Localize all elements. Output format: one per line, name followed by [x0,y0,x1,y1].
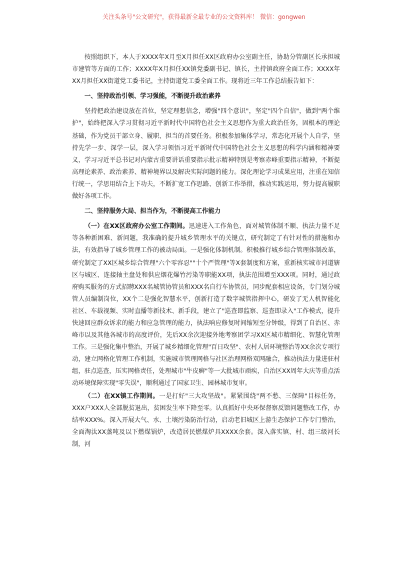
body-paragraph [72,106,340,203]
header-banner: 关注头条号"公文研究"，获得最新全最专业的公文资料库！ 微信：gongwen [102,14,306,21]
section-heading: 二、坚持服务大局、担当作为，不断提高工作能力 [84,208,221,216]
body-paragraph [72,52,340,88]
paragraph-text: 迅速进入工作角色，面对城管体制不顺、执法力量不足等各种新困难、新问题，我准确的提升城乡管理水平的关键点，研究制定了有针对性的措施和办法，有效指导了城乡管理工作的被动局面。一是强化体制机制。积极推行城乡综合管理体制改革，研究制定了XX区城乡综合管理"六个零容忍""十个严管理"等X套制度和方案，重新核实城市河道辖区与城区、连接轴主盘处和供应烟花爆竹污染等职能XX项，执法范围增至XXX项。同时，通过政府购买服务的方式招聘XXX名城管协管员和XXX名自行车协管员，同步配套相应设备，专门划分城管人员编制岗位，XX个二是强化智慧水平，创新打造了数字城管指挥中心，研发了无人机智能化社区、车载视频、实时直播等新技术、新手段，建立了"巡查即监察、巡查即录入"工作模式，提升快速回应群众诉求的能力和应急管理的能力，执法响应修复时间缩短至分钟级，得到了自治区、赤峰市以及其他各城市的高度评价，先后XX余次迎接外地考察团学习XX区城市精细化、智慧化管理工作。三是强化集中整治，开展了城乡精细化管理"百日攻坚"、农村人居环境整治等XX余次专项行动，建立网格化管理工作机制，实施城市管理网格与社区治理网格双网融合，推动执法力量进驻村组，驻点巡查，压实网格责任，处理城市"牛皮癣"等一大批城市顽疾，自治区XX周年大庆等重点活动环境保障实现"零失误"，顺利通过了国家卫生、园林城市复审。 [72,223,341,388]
subsection-heading: （二）在XX镇工作期间。 [84,392,160,400]
subsection-heading: （一）在XX区政府办公室工作期间。 [84,223,189,231]
section-heading: 一、坚持政治引领、学习强能，不断提升政治素养 [84,93,221,101]
paragraph-text: 坚持把政治建设放在首位，坚定理想信念，增强"四个意识"，坚定"四个自信"，做到"两个维护"，始终把深入学习贯彻习近平新时代中国特色社会主义思想作为重大政治任务，固根本的理论基础，作为党员干部立身、履职、担当的首要任务。积极参加集体学习，常态化开展个人自学，坚持先学一步、深学一层，深入学习领悟习近平新时代中国特色社会主义思想的科学内涵和精神要义，学习习近平总书记对内蒙古重要讲话重要指示批示精神特别是考察赤峰重要指示精神，不断提高理论素养、政治素养、精神境界以及解决实际问题的能力。深化理论学习成果应用，注重在知信行统一，学思用结合上下功夫，不断扩宽工作思路、创新工作举措，推动实践运用，努力提高履职做好各项工作。 [72,108,340,201]
paragraph-text: 一是打好"三大攻坚战"。紧紧围绕"两不愁、三保障"目标任务，XXX户XXX人全部脱贫退出，贫困发生率下降至零。认真抓好中央环保督察反馈问题整改工作，办结率XXX%。深入开展大气、水、土壤污染防治行动，启动老旧城区上游生态保护工作专门整治，全面淘汰XX蒸吨及以下燃煤锅炉，改造居民燃煤炉具XXXX余套。深入落实镇、村、组三级河长制，河 [72,392,340,448]
paragraph-text: 按照组织下，本人于XXXX年X月至X月担任XX区政府办公室副主任，协助分管副区长承担城市建管等方面的工作；XXXX年X月担任XX镇党委副书记、镇长，主持镇政府全面工作；XXXX年XX月担任XX街道党工委书记，主持街道党工委全面工作。现将近三年工作总结报告如下： [72,54,340,86]
body-paragraph [72,221,340,390]
document-body [72,52,340,451]
body-paragraph [72,391,340,451]
